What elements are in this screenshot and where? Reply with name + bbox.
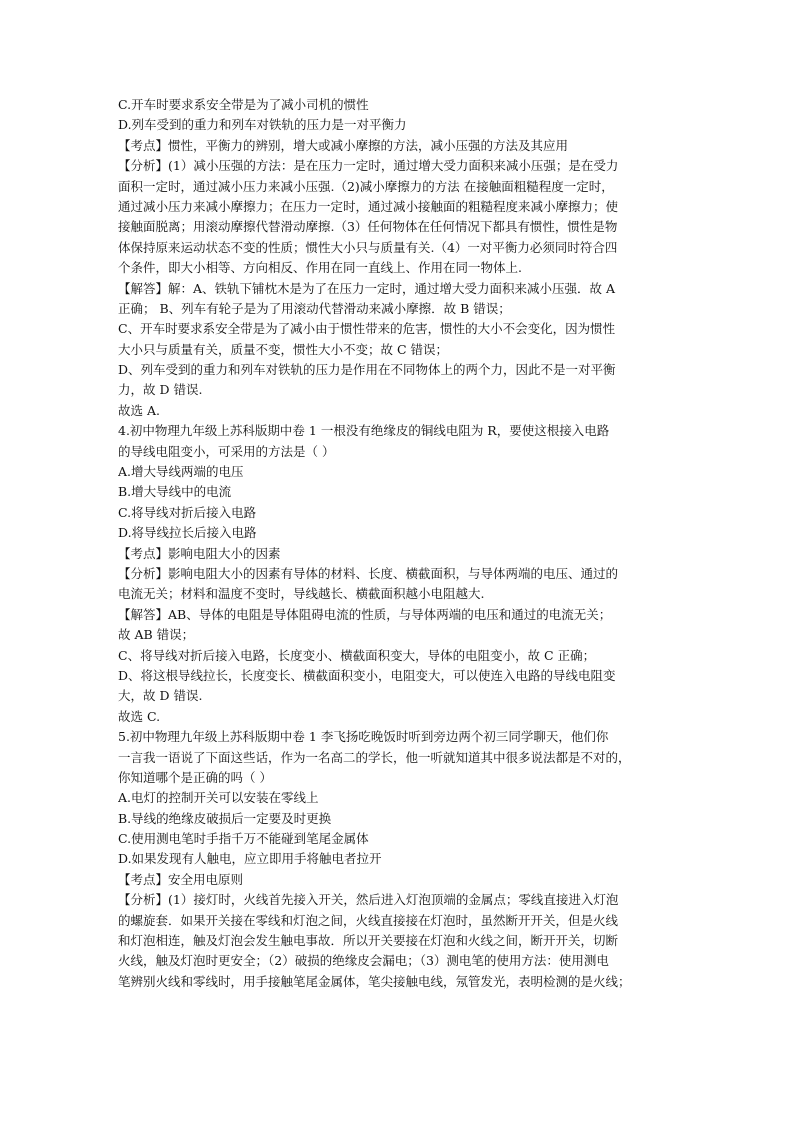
text-line: 的螺旋套．如果开关接在零线和灯泡之间，火线直接接在灯泡时，虽然断开开关，但是火线 <box>118 912 619 928</box>
text-line: D、将这根导线拉长，长度变长、横截面积变小，电阻变大，可以使连入电路的导线电阻变 <box>118 667 616 683</box>
text-line: 力，故 D 错误. <box>118 382 203 398</box>
text-line: B.增大导线中的电流 <box>118 484 232 500</box>
text-line: 【分析】(1）接灯时，火线首先接入开关，然后进入灯泡顶端的金属点；零线直接进入灯泡 <box>118 892 619 908</box>
text-line: 面积一定时，通过减小压力来减小压强.（2)减小摩擦力的方法 在接触面粗糙程度一定时， <box>118 178 614 194</box>
text-line: 接触面脱离；用滚动摩擦代替滑动摩擦.（3）任何物体在任何情况下都具有惯性，惯性是物 <box>118 219 618 235</box>
text-line: C、开车时要求系安全带是为了减小由于惯性带来的危害，惯性的大小不会变化，因为惯性 <box>118 321 616 337</box>
text-line: 的导线电阻变小，可采用的方法是（ ） <box>118 443 335 459</box>
text-line: D.将导线拉长后接入电路 <box>118 525 257 541</box>
text-line: A.电灯的控制开关可以安装在零线上 <box>118 790 319 806</box>
text-line: 故选 C. <box>118 708 161 724</box>
text-line: 【考点】惯性，平衡力的辨别，增大或减小摩擦的方法，减小压强的方法及其应用 <box>118 137 569 153</box>
text-line: 故 AB 错误； <box>118 627 195 643</box>
text-line: C.使用测电笔时手指千万不能碰到笔尾金属体 <box>118 831 369 847</box>
text-line: 笔辨别火线和零线时，用手接触笔尾金属体，笔尖接触电线，氖管发光，表明检测的是火线； <box>118 973 631 989</box>
text-line: 故选 A. <box>118 402 160 418</box>
text-line: A.增大导线两端的电压 <box>118 464 244 480</box>
document-body <box>118 95 674 992</box>
text-line: 【考点】安全用电原则 <box>118 871 244 887</box>
text-line: 火线，触及灯泡时更安全；（2）破损的绝缘皮会漏电；（3）测电笔的使用方法：使用测电 <box>118 953 609 969</box>
text-line: 你知道哪个是正确的吗（ ） <box>118 769 272 785</box>
text-line: 【解答】解：A、铁轨下铺枕木是为了在压力一定时，通过增大受力面积来减小压强．故 A <box>118 280 616 296</box>
text-line: D.如果发现有人触电，应立即用手将触电者拉开 <box>118 851 382 867</box>
text-line: 4.初中物理九年级上苏科版期中卷 1 一根没有绝缘皮的铜线电阻为 R，要使这根接入电路 <box>118 423 610 439</box>
text-line: B.导线的绝缘皮破损后一定要及时更换 <box>118 810 332 826</box>
text-line: 【考点】影响电阻大小的因素 <box>118 545 281 561</box>
text-line: D、列车受到的重力和列车对铁轨的压力是作用在不同物体上的两个力，因此不是一对平衡 <box>118 362 616 378</box>
text-line: 5.初中物理九年级上苏科版期中卷 1 李飞扬吃晚饭时听到旁边两个初三同学聊天，他们你 <box>118 729 609 745</box>
text-line: C.将导线对折后接入电路 <box>118 504 257 520</box>
text-line: 【解答】AB、导体的电阻是导体阻碍电流的性质，与导体两端的电压和通过的电流无关； <box>118 606 612 622</box>
text-line: 个条件，即大小相等、方向相反、作用在同一直线上、作用在同一物体上. <box>118 260 522 276</box>
text-line: 大，故 D 错误. <box>118 688 203 704</box>
text-line: 通过减小压力来减小摩擦力；在压力一定时，通过减小接触面的粗糙程度来减小摩擦力；使 <box>118 198 619 214</box>
text-line: 一言我一语说了下面这些话，作为一名高二的学长，他一听就知道其中很多说法都是不对的， <box>118 749 631 765</box>
text-line: 【分析】影响电阻大小的因素有导体的材料、长度、横截面积，与导体两端的电压、通过的 <box>118 565 619 581</box>
text-line: 体保持原来运动状态不变的性质；惯性大小只与质量有关.（4）一对平衡力必须同时符合四 <box>118 239 618 255</box>
text-line: D.列车受到的重力和列车对铁轨的压力是一对平衡力 <box>118 117 407 133</box>
text-line: 大小只与质量有关，质量不变，惯性大小不变；故 C 错误； <box>118 341 449 357</box>
text-line: 电流无关；材料和温度不变时，导线越长、横截面积越小电阻越大. <box>118 586 485 602</box>
text-line: 正确； B、列车有轮子是为了用滚动代替滑动来减小摩擦．故 B 错误； <box>118 300 511 316</box>
text-line: C、将导线对折后接入电路，长度变小、横截面积变大，导体的电阻变小，故 C 正确； <box>118 647 596 663</box>
text-line: 和灯泡相连，触及灯泡会发生触电事故．所以开关要接在灯泡和火线之间，断开开关，切断 <box>118 933 619 949</box>
text-line: 【分析】(1）减小压强的方法：是在压力一定时，通过增大受力面积来减小压强；是在受力 <box>118 158 619 174</box>
text-line: C.开车时要求系安全带是为了减小司机的惯性 <box>118 97 369 112</box>
